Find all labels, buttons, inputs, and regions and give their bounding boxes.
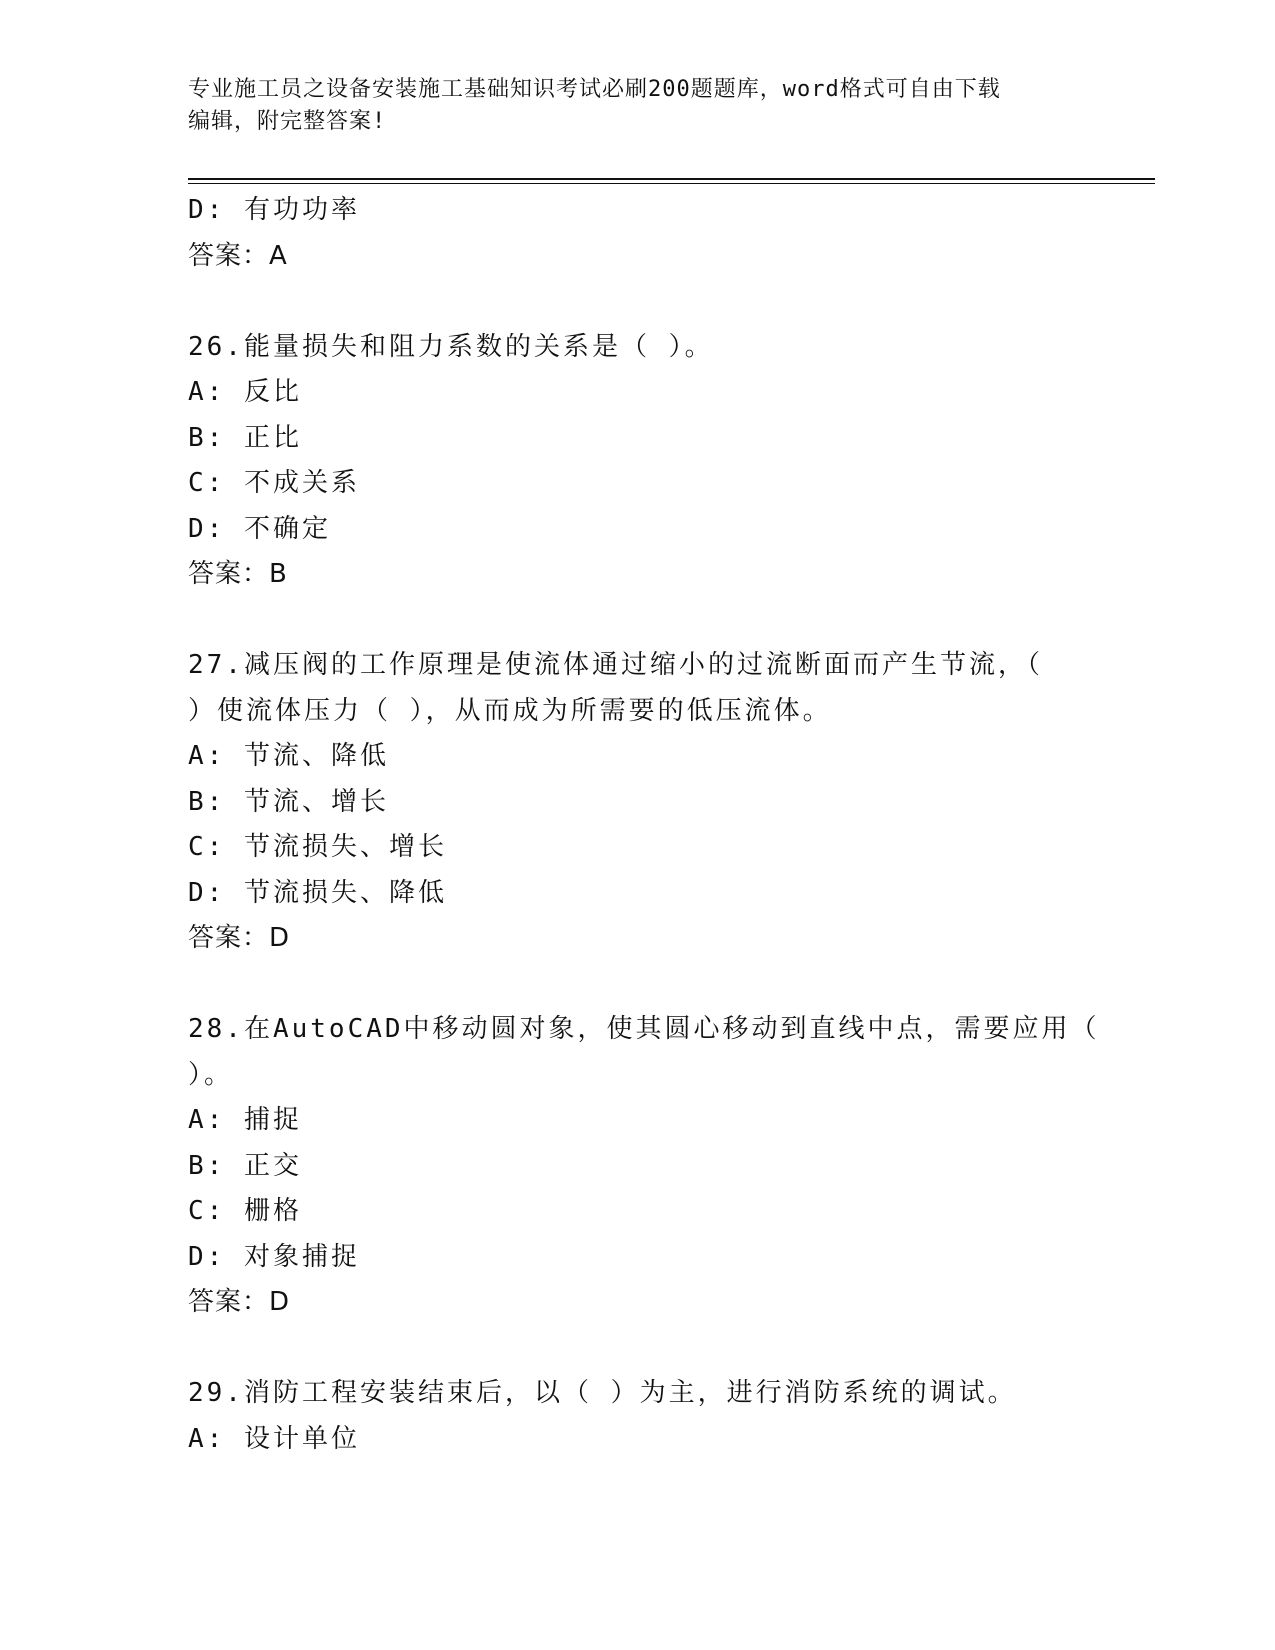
option-a: A: 设计单位 — [188, 1423, 360, 1454]
prev-question-option-d: D: 有功功率 — [188, 195, 360, 225]
document-header — [188, 74, 1068, 138]
question-content — [188, 188, 1100, 1462]
question-text-line-1: 27.减压阀的工作原理是使流体通过缩小的过流断面而产生节流，（ — [188, 650, 1043, 680]
question-text-line-2: ）使流体压力（ ），从而成为所需要的低压流体。 — [188, 695, 832, 726]
spacer — [188, 279, 1088, 325]
option-c: C: 栅格 — [188, 1196, 302, 1226]
option-d: D: 对象捕捉 — [188, 1241, 360, 1272]
option-a: A: 反比 — [188, 377, 302, 407]
answer: 答案：D — [188, 923, 291, 953]
option-b: B: 正交 — [188, 1150, 302, 1181]
option-a: A: 捕捉 — [188, 1105, 302, 1135]
option-d: D: 不确定 — [188, 513, 331, 544]
header-line-1: 专业施工员之设备安装施工基础知识考试必刷200题题库，word格式可自由下载 — [188, 77, 1001, 102]
spacer — [188, 598, 1088, 644]
option-b: B: 节流、增长 — [188, 786, 389, 817]
option-c: C: 节流损失、增长 — [188, 832, 447, 862]
header-rule-thick — [188, 178, 1155, 180]
header-rule-thin — [188, 183, 1155, 184]
question-text-line-2: ）。 — [188, 1059, 234, 1090]
question-27 — [188, 643, 1088, 962]
question-26 — [188, 325, 1088, 598]
option-d: D: 节流损失、降低 — [188, 877, 447, 908]
prev-question-answer: 答案：A — [188, 240, 288, 271]
spacer — [188, 1326, 1088, 1372]
spacer — [188, 962, 1088, 1008]
option-a: A: 节流、降低 — [188, 741, 389, 771]
question-text: 29.消防工程安装结束后，以（ ）为主，进行消防系统的调试。 — [188, 1378, 1017, 1408]
answer: 答案：D — [188, 1287, 291, 1317]
option-c: C: 不成关系 — [188, 468, 360, 498]
question-text: 26.能量损失和阻力系数的关系是（ ）。 — [188, 331, 714, 362]
option-b: B: 正比 — [188, 422, 302, 453]
question-text-line-1: 28.在AutoCAD中移动圆对象，使其圆心移动到直线中点，需要应用（ — [188, 1014, 1100, 1044]
header-line-2: 编辑，附完整答案! — [188, 109, 387, 134]
answer: 答案：B — [188, 559, 288, 589]
question-28 — [188, 1007, 1100, 1326]
question-29 — [188, 1371, 1088, 1462]
